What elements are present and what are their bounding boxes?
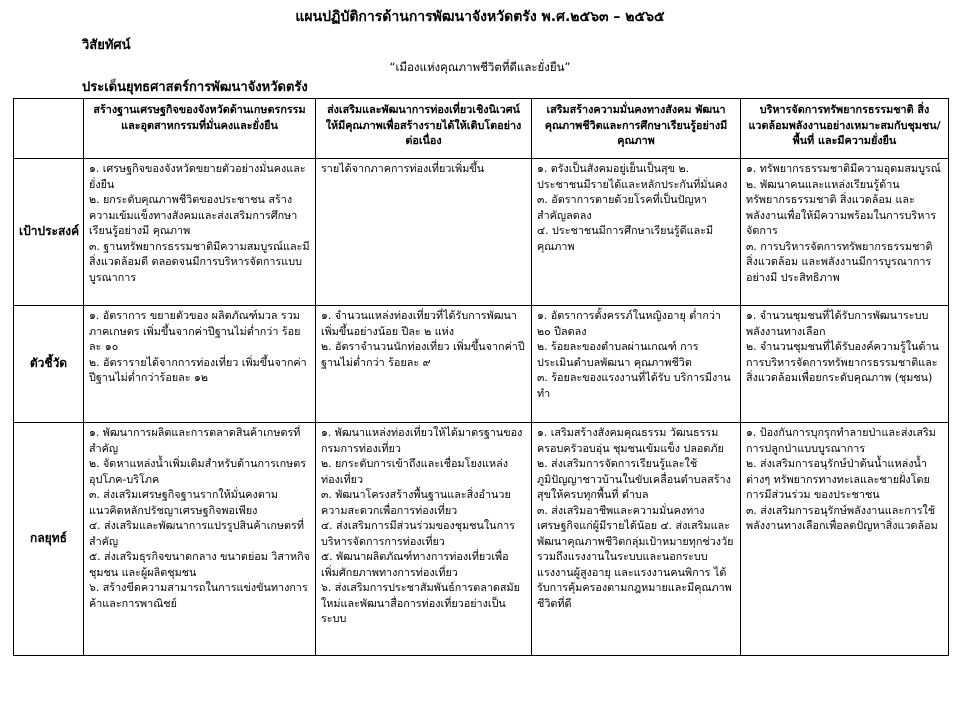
list-item: รายได้จากภาคการท่องเที่ยวเพิ่มขึ้น <box>321 162 485 175</box>
list-item: ๓. การบริหารจัดการทรัพยากรธรรมชาติ สิ่งแวดล้อม และพลังงานมีการบูรณาการอย่างมี ประสิทธิภาพ <box>746 239 933 284</box>
list-item: ๔. ส่งเสริมและพัฒนาการแปรรูปสินค้าเกษตรที่สำคัญ <box>89 519 304 548</box>
list-item: ๒. พัฒนาคนและแหล่งเรียนรู้ด้านทรัพยากรธรรมชาติ สิ่งแวดล้อม และพลังงานเพื่อให้มีความพร้อมในการบริหารจัดการ <box>746 177 937 237</box>
list-item: ๔. ส่งเสริมการมีส่วนร่วมของชุมชนในการบริหารจัดการการท่องเที่ยว <box>321 519 515 548</box>
table-row-strategies <box>14 423 949 656</box>
list-item: ๖. ส่งเสริมการประชาสัมพันธ์การตลาดสมัยใหม่และพัฒนาสื่อการท่องเที่ยวอย่างเป็นระบบ <box>321 581 520 625</box>
list-item: ๖. สร้างขีดความสามารถในการแข่งขันทางการค้าและการพาณิชย์ <box>89 581 308 610</box>
document-title: แผนปฏิบัติการด้านการพัฒนาจังหวัดตรัง พ.ศ.๒๕๖๓ – ๒๕๖๕ <box>295 9 665 25</box>
list-item: ๑. ป้องกันการบุกรุกทำลายป่าและส่งเสริมการปลูกป่าแบบบูรณาการ <box>746 426 936 455</box>
list-item: ๓. ฐานทรัพยากรธรรมชาติมีความสมบูรณ์และมีสิ่งแวดล้อมดี ตลอดจนมีการบริหารจัดการแบบบูรณาการ <box>89 239 310 284</box>
table-row-goals <box>14 159 949 306</box>
list-item: ๒. ส่งเสริมการจัดการเรียนรู้และใช้ภูมิปัญญาชาวบ้านในขับเคลื่อนตำบลสร้างสุขให้ครบทุกพื้นที่ ตำบล <box>537 457 731 501</box>
list-item: ๒. จัดหาแหล่งน้ำเพิ่มเติมสำหรับด้านการเกษตรอุปโภค-บริโภค <box>89 457 307 486</box>
list-item: ๒. ยกระดับคุณภาพชีวิตของประชาชน สร้างความเข้มแข็งทางสังคมและส่งเสริมการศึกษาเรียนรู้อย่างมี คุณภาพ <box>89 193 298 237</box>
goals-cell-1 <box>84 159 316 306</box>
goals-cell-4 <box>741 159 949 306</box>
indicators-cell-1 <box>84 306 316 423</box>
list-item: ๓. ร้อยละของแรงงานที่ได้รับ บริการมีงานทำ <box>537 371 731 400</box>
list-item: ๓. ส่งเสริมเศรษฐกิจฐานรากให้มั่นคงตามแนวคิดหลักปรัชญาเศรษฐกิจพอเพียง <box>89 488 278 517</box>
row-label-strategies: กลยุทธ์ <box>14 423 84 656</box>
goals-cell-2 <box>316 159 532 306</box>
list-item: ๕. พัฒนาผลิตภัณฑ์ทางการท่องเที่ยวเพื่อเพิ่มศักยภาพทางการท่องเที่ยว <box>321 550 509 579</box>
list-item: ๓. พัฒนาโครงสร้างพื้นฐานและสิ่งอำนวยความสะดวกเพื่อการท่องเที่ยว <box>321 488 511 517</box>
list-item: ๑. เสริมสร้างสังคมคุณธรรม วัฒนธรรมครอบครัวอบอุ่น ชุมชนเข้มแข็ง ปลอดภัย <box>537 426 724 455</box>
list-item: ๑. จำนวนชุมชนที่ได้รับการพัฒนาระบบพลังงานทางเลือก <box>746 309 929 338</box>
header-corner <box>14 99 84 159</box>
vision-statement: “เมืองแห่งคุณภาพชีวิตที่ดีและยั่งยืน” <box>389 60 571 74</box>
list-item: ๑. พัฒนาการผลิตและการตลาดสินค้าเกษตรที่สำคัญ <box>89 426 301 455</box>
header-strategy-3: เสริมสร้างความมั่นคงทางสังคม พัฒนาคุณภาพชีวิตและการศึกษาเรียนรู้อย่างมีคุณภาพ <box>532 99 741 159</box>
header-strategy-2: ส่งเสริมและพัฒนาการท่องเที่ยวเชิงนิเวศน์ให้มีคุณภาพเพื่อสร้างรายได้ให้เติบโตอย่างต่อเนื่อง <box>316 99 532 159</box>
indicators-cell-3 <box>532 306 741 423</box>
table-header-row <box>14 99 949 159</box>
row-label-goals: เป้าประสงค์ <box>14 159 84 306</box>
strategic-issues-label: ประเด็นยุทธศาสตร์การพัฒนาจังหวัดตรัง <box>82 80 308 95</box>
list-item: ๓. ส่งเสริมการอนุรักษ์พลังงานและการใช้พลังงานทางเลือกเพื่อลดปัญหาสิ่งแวดล้อม <box>746 503 938 532</box>
list-item: ๑. อัตราการ ขยายตัวของ ผลิตภัณฑ์มวล รวมภาคเกษตร เพิ่มขึ้นจากค่าปีฐานไม่ต่ำกว่า ร้อยละ ๑๐ <box>89 309 301 353</box>
header-strategy-1: สร้างฐานเศรษฐกิจของจังหวัดด้านเกษตรกรรมและอุตสาหกรรมที่มั่นคงและยั่งยืน <box>84 99 316 159</box>
header-strategy-4: บริหารจัดการทรัพยากรธรรมชาติ สิ่งแวดล้อมพลังงานอย่างเหมาะสมกับชุมชน/พื้นที่ และมีความยั่งยืน <box>741 99 949 159</box>
list-item: ๓. ส่งเสริมอาชีพและความมั่นคงทางเศรษฐกิจแก่ผู้มีรายได้น้อย ๔. ส่งเสริมและพัฒนาคุณภาพชีวิตกลุ่มเป้าหมายทุกช่วงวัยรวมถึงแรงงานในระบบและนอกระบบแรงงานผู้สูงอายุ และแรงงานคนพิการ ได้รับการคุ้มครองตามกฎหมายและมีคุณภาพชีวิตที่ดี <box>537 503 734 610</box>
list-item: ๒. ยกระดับการเข้าถึงและเชื่อมโยงแหล่งท่องเที่ยว <box>321 457 509 486</box>
strategies-cell-1 <box>84 423 316 656</box>
table-row-indicators <box>14 306 949 423</box>
list-item: ๑. อัตราการตั้งครรภ์ในหญิงอายุ ต่ำกว่า ๒๐ ปีลดลง <box>537 309 721 338</box>
strategy-table <box>13 98 949 656</box>
indicators-cell-2 <box>316 306 532 423</box>
list-item: ๔. ประชาชนมีการศึกษาเรียนรู้ดีและมีคุณภาพ <box>537 224 714 253</box>
list-item: ๑. ทรัพยากรธรรมชาติมีความอุดมสมบูรณ์ <box>746 162 941 175</box>
list-item: ๑. ตรังเป็นสังคมอยู่เย็นเป็นสุข ๒. ประชาชนมีรายได้และหลักประกันที่มั่นคง <box>537 162 728 191</box>
list-item: ๓. อัตราการตายด้วยโรคที่เป็นปัญหาสำคัญลดลง <box>537 193 707 222</box>
list-item: ๒. ร้อยละของตำบลผ่านเกณฑ์ การประเมินตำบลพัฒนา คุณภาพชีวิต <box>537 340 699 369</box>
strategies-cell-4 <box>741 423 949 656</box>
list-item: ๒. จำนวนชุมชนที่ได้รับองค์ความรู้ในด้านการบริหารจัดการทรัพยากรธรรมชาติและสิ่งแวดล้อมเพื่อยกระดับคุณภาพ (ชุมชน) <box>746 340 939 384</box>
list-item: ๒. อัตราจำนวนนักท่องเที่ยว เพิ่มขึ้นจากค่าปีฐานไม่ต่ำกว่า ร้อยละ ๙ <box>321 340 525 369</box>
strategies-cell-2 <box>316 423 532 656</box>
indicators-cell-4 <box>741 306 949 423</box>
list-item: ๑. เศรษฐกิจของจังหวัดขยายตัวอย่างมั่นคงและยั่งยืน <box>89 162 306 191</box>
goals-cell-3 <box>532 159 741 306</box>
list-item: ๒. ส่งเสริมการอนุรักษ์ป่าต้นน้ำแหล่งน้ำต่างๆ ทรัพยากรทางทะเลและชายฝั่งโดยการมีส่วนร่วม ของประชาชน <box>746 457 930 501</box>
row-label-indicators: ตัวชี้วัด <box>14 306 84 423</box>
list-item: ๑. พัฒนาแหล่งท่องเที่ยวให้ได้มาตรฐานของกรมการท่องเที่ยว <box>321 426 523 455</box>
list-item: ๑. จำนวนแหล่งท่องเที่ยวที่ได้รับการพัฒนาเพิ่มขึ้นอย่างน้อย ปีละ ๒ แห่ง <box>321 309 517 338</box>
list-item: ๕. ส่งเสริมธุรกิจขนาดกลาง ขนาดย่อม วิสาหกิจชุมชน และผู้ผลิตชุมชน <box>89 550 310 579</box>
strategies-cell-3 <box>532 423 741 656</box>
vision-label: วิสัยทัศน์ <box>82 38 131 53</box>
list-item: ๒. อัตรารายได้จากการท่องเที่ยว เพิ่มขึ้นจากค่าปีฐานไม่ต่ำกว่าร้อยละ ๑๒ <box>89 355 307 384</box>
